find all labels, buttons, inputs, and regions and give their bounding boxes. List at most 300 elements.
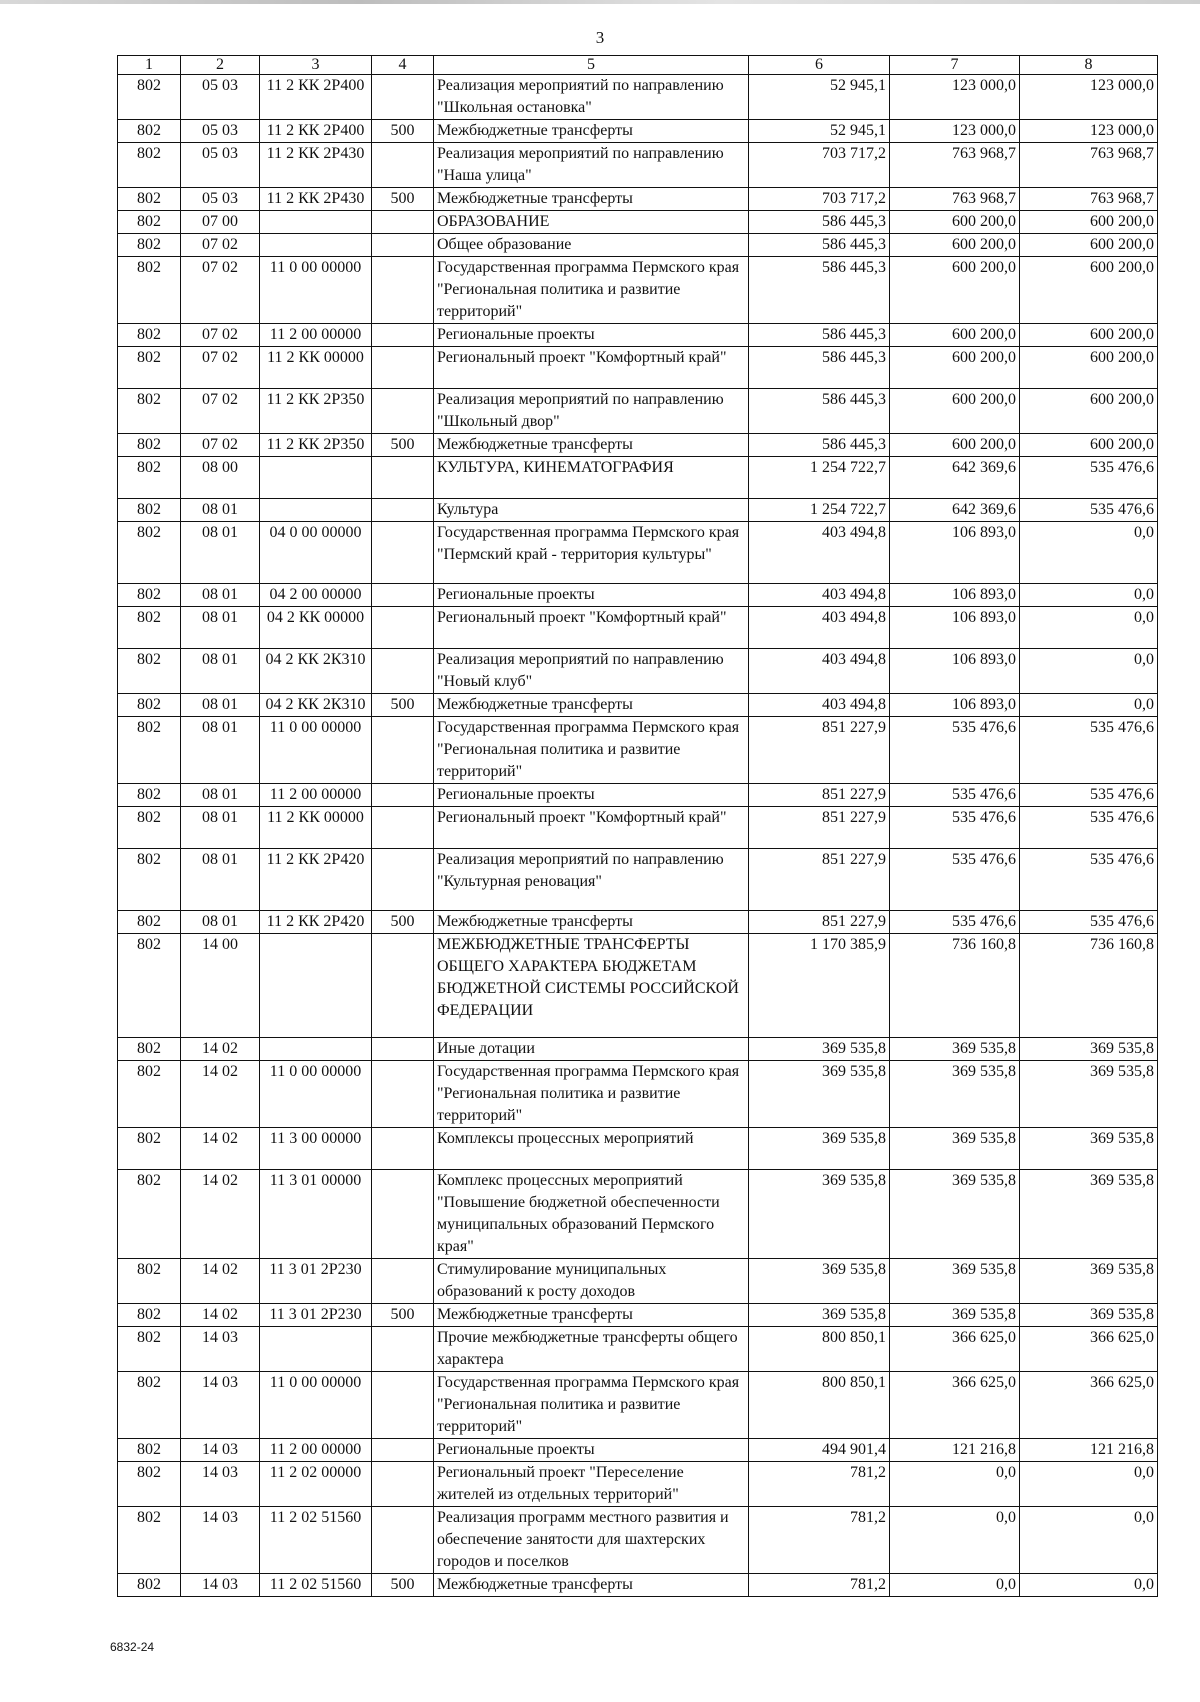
cell-expense-type	[372, 211, 434, 234]
cell-description: Государственная программа Пермского края "Пермский край - территория культуры"	[434, 522, 749, 584]
cell-amount-2024: 586 445,3	[749, 347, 890, 389]
cell-expense-type	[372, 1038, 434, 1061]
cell-amount-2026: 535 476,6	[1020, 457, 1158, 499]
footer-document-code: 6832-24	[110, 1640, 155, 1654]
cell-target-article: 04 2 КК 2К310	[260, 649, 372, 694]
cell-target-article: 04 2 КК 00000	[260, 607, 372, 649]
cell-target-article: 11 3 01 2Р230	[260, 1259, 372, 1304]
cell-department-code: 802	[118, 717, 181, 784]
cell-description: Стимулирование муниципальных образований к росту доходов	[434, 1259, 749, 1304]
table-row	[118, 717, 1158, 784]
cell-amount-2026: 763 968,7	[1020, 188, 1158, 211]
table-row	[118, 1574, 1158, 1597]
cell-description: Межбюджетные трансферты	[434, 188, 749, 211]
cell-amount-2025: 0,0	[890, 1507, 1020, 1574]
cell-amount-2025: 0,0	[890, 1462, 1020, 1507]
cell-amount-2024: 851 227,9	[749, 849, 890, 911]
cell-amount-2026: 369 535,8	[1020, 1038, 1158, 1061]
cell-amount-2025: 369 535,8	[890, 1128, 1020, 1170]
cell-expense-type	[372, 1372, 434, 1439]
cell-amount-2024: 586 445,3	[749, 211, 890, 234]
table-row	[118, 120, 1158, 143]
cell-expense-type: 500	[372, 694, 434, 717]
cell-target-article: 11 2 КК 2Р420	[260, 849, 372, 911]
cell-description: Межбюджетные трансферты	[434, 434, 749, 457]
cell-section-code: 07 02	[181, 257, 260, 324]
cell-section-code: 14 03	[181, 1439, 260, 1462]
cell-amount-2026: 535 476,6	[1020, 499, 1158, 522]
cell-amount-2026: 535 476,6	[1020, 807, 1158, 849]
cell-expense-type	[372, 143, 434, 188]
cell-amount-2025: 369 535,8	[890, 1304, 1020, 1327]
cell-description: Региональный проект "Комфортный край"	[434, 607, 749, 649]
cell-department-code: 802	[118, 457, 181, 499]
cell-department-code: 802	[118, 434, 181, 457]
cell-amount-2024: 851 227,9	[749, 717, 890, 784]
cell-expense-type	[372, 717, 434, 784]
cell-amount-2025: 369 535,8	[890, 1259, 1020, 1304]
table-row	[118, 434, 1158, 457]
cell-expense-type	[372, 234, 434, 257]
table-row	[118, 75, 1158, 120]
cell-amount-2026: 0,0	[1020, 649, 1158, 694]
cell-department-code: 802	[118, 143, 181, 188]
cell-section-code: 08 01	[181, 499, 260, 522]
table-row	[118, 807, 1158, 849]
cell-amount-2025: 123 000,0	[890, 75, 1020, 120]
table-row	[118, 1061, 1158, 1128]
cell-department-code: 802	[118, 1128, 181, 1170]
cell-amount-2025: 763 968,7	[890, 188, 1020, 211]
cell-department-code: 802	[118, 522, 181, 584]
table-row	[118, 1372, 1158, 1439]
column-header: 2	[181, 56, 260, 75]
table-row	[118, 1038, 1158, 1061]
table-row	[118, 1439, 1158, 1462]
cell-expense-type	[372, 457, 434, 499]
cell-amount-2024: 403 494,8	[749, 694, 890, 717]
table-row	[118, 234, 1158, 257]
cell-department-code: 802	[118, 649, 181, 694]
cell-expense-type	[372, 347, 434, 389]
cell-department-code: 802	[118, 324, 181, 347]
cell-amount-2025: 369 535,8	[890, 1038, 1020, 1061]
table-row	[118, 457, 1158, 499]
cell-section-code: 14 03	[181, 1574, 260, 1597]
cell-amount-2026: 600 200,0	[1020, 211, 1158, 234]
cell-amount-2025: 736 160,8	[890, 934, 1020, 1038]
cell-target-article: 11 0 00 00000	[260, 1061, 372, 1128]
cell-expense-type: 500	[372, 911, 434, 934]
cell-department-code: 802	[118, 584, 181, 607]
cell-expense-type: 500	[372, 120, 434, 143]
cell-section-code: 07 02	[181, 347, 260, 389]
cell-description: Межбюджетные трансферты	[434, 1574, 749, 1597]
table-row	[118, 1259, 1158, 1304]
cell-section-code: 08 01	[181, 584, 260, 607]
cell-expense-type	[372, 934, 434, 1038]
cell-description: Межбюджетные трансферты	[434, 1304, 749, 1327]
table-row	[118, 1170, 1158, 1259]
cell-expense-type: 500	[372, 434, 434, 457]
cell-amount-2025: 0,0	[890, 1574, 1020, 1597]
cell-expense-type	[372, 1327, 434, 1372]
cell-description: Реализация мероприятий по направлению "Школьная остановка"	[434, 75, 749, 120]
cell-amount-2026: 369 535,8	[1020, 1259, 1158, 1304]
cell-amount-2026: 535 476,6	[1020, 784, 1158, 807]
cell-amount-2025: 600 200,0	[890, 324, 1020, 347]
cell-amount-2024: 369 535,8	[749, 1304, 890, 1327]
cell-expense-type	[372, 584, 434, 607]
cell-amount-2026: 369 535,8	[1020, 1128, 1158, 1170]
cell-section-code: 14 03	[181, 1372, 260, 1439]
cell-amount-2024: 800 850,1	[749, 1327, 890, 1372]
cell-description: Общее образование	[434, 234, 749, 257]
table-row	[118, 1304, 1158, 1327]
cell-amount-2024: 586 445,3	[749, 234, 890, 257]
cell-amount-2026: 0,0	[1020, 607, 1158, 649]
cell-amount-2026: 736 160,8	[1020, 934, 1158, 1038]
cell-amount-2025: 535 476,6	[890, 849, 1020, 911]
cell-expense-type	[372, 849, 434, 911]
cell-description: Реализация мероприятий по направлению "Наша улица"	[434, 143, 749, 188]
cell-amount-2026: 0,0	[1020, 584, 1158, 607]
cell-amount-2026: 121 216,8	[1020, 1439, 1158, 1462]
cell-amount-2025: 106 893,0	[890, 649, 1020, 694]
cell-target-article: 11 2 00 00000	[260, 324, 372, 347]
cell-amount-2025: 106 893,0	[890, 584, 1020, 607]
cell-amount-2024: 403 494,8	[749, 584, 890, 607]
table-row	[118, 389, 1158, 434]
cell-expense-type	[372, 389, 434, 434]
table-row	[118, 1327, 1158, 1372]
cell-section-code: 05 03	[181, 143, 260, 188]
cell-amount-2026: 600 200,0	[1020, 389, 1158, 434]
cell-section-code: 07 00	[181, 211, 260, 234]
cell-section-code: 14 02	[181, 1128, 260, 1170]
cell-target-article: 11 2 02 51560	[260, 1507, 372, 1574]
cell-expense-type	[372, 1170, 434, 1259]
cell-amount-2025: 535 476,6	[890, 807, 1020, 849]
cell-target-article: 11 2 02 00000	[260, 1462, 372, 1507]
cell-target-article	[260, 234, 372, 257]
cell-amount-2025: 600 200,0	[890, 211, 1020, 234]
cell-amount-2024: 403 494,8	[749, 649, 890, 694]
cell-amount-2024: 403 494,8	[749, 522, 890, 584]
cell-amount-2026: 0,0	[1020, 1574, 1158, 1597]
cell-target-article	[260, 1038, 372, 1061]
column-header: 8	[1020, 56, 1158, 75]
cell-target-article: 11 3 01 2Р230	[260, 1304, 372, 1327]
cell-description: Реализация мероприятий по направлению "Новый клуб"	[434, 649, 749, 694]
cell-amount-2024: 781,2	[749, 1462, 890, 1507]
table-row	[118, 143, 1158, 188]
cell-amount-2024: 800 850,1	[749, 1372, 890, 1439]
cell-section-code: 14 02	[181, 1038, 260, 1061]
cell-expense-type	[372, 1462, 434, 1507]
cell-amount-2026: 535 476,6	[1020, 717, 1158, 784]
cell-target-article: 11 0 00 00000	[260, 717, 372, 784]
cell-section-code: 07 02	[181, 434, 260, 457]
cell-expense-type	[372, 522, 434, 584]
cell-department-code: 802	[118, 234, 181, 257]
cell-amount-2024: 851 227,9	[749, 807, 890, 849]
cell-description: Культура	[434, 499, 749, 522]
cell-amount-2026: 366 625,0	[1020, 1372, 1158, 1439]
cell-amount-2024: 851 227,9	[749, 911, 890, 934]
cell-amount-2026: 369 535,8	[1020, 1061, 1158, 1128]
table-row	[118, 324, 1158, 347]
cell-section-code: 05 03	[181, 120, 260, 143]
cell-target-article: 11 2 КК 2Р400	[260, 75, 372, 120]
scan-edge	[0, 0, 1200, 4]
cell-department-code: 802	[118, 1259, 181, 1304]
cell-amount-2025: 642 369,6	[890, 499, 1020, 522]
cell-amount-2024: 369 535,8	[749, 1038, 890, 1061]
cell-amount-2025: 600 200,0	[890, 257, 1020, 324]
cell-target-article: 11 2 КК 2Р400	[260, 120, 372, 143]
cell-amount-2024: 586 445,3	[749, 389, 890, 434]
cell-section-code: 08 01	[181, 784, 260, 807]
cell-department-code: 802	[118, 1038, 181, 1061]
cell-description: Государственная программа Пермского края "Региональная политика и развитие территорий"	[434, 257, 749, 324]
cell-target-article: 11 2 00 00000	[260, 1439, 372, 1462]
cell-amount-2026: 0,0	[1020, 1462, 1158, 1507]
cell-section-code: 07 02	[181, 389, 260, 434]
cell-target-article: 11 2 КК 00000	[260, 807, 372, 849]
cell-section-code: 08 01	[181, 807, 260, 849]
cell-target-article	[260, 1327, 372, 1372]
cell-amount-2025: 642 369,6	[890, 457, 1020, 499]
cell-amount-2025: 123 000,0	[890, 120, 1020, 143]
cell-department-code: 802	[118, 1327, 181, 1372]
table-row	[118, 1507, 1158, 1574]
cell-department-code: 802	[118, 389, 181, 434]
table-header-row	[118, 56, 1158, 75]
cell-amount-2024: 586 445,3	[749, 434, 890, 457]
cell-amount-2024: 369 535,8	[749, 1128, 890, 1170]
cell-target-article: 11 2 КК 2Р430	[260, 188, 372, 211]
cell-target-article: 11 3 01 00000	[260, 1170, 372, 1259]
table-row	[118, 1462, 1158, 1507]
cell-amount-2025: 600 200,0	[890, 347, 1020, 389]
cell-amount-2024: 703 717,2	[749, 143, 890, 188]
cell-amount-2026: 369 535,8	[1020, 1304, 1158, 1327]
cell-amount-2024: 369 535,8	[749, 1061, 890, 1128]
cell-target-article	[260, 211, 372, 234]
cell-expense-type	[372, 1061, 434, 1128]
cell-target-article: 11 2 КК 2Р420	[260, 911, 372, 934]
cell-expense-type	[372, 1128, 434, 1170]
cell-amount-2025: 369 535,8	[890, 1061, 1020, 1128]
cell-description: Региональные проекты	[434, 324, 749, 347]
cell-amount-2024: 369 535,8	[749, 1170, 890, 1259]
cell-amount-2024: 1 254 722,7	[749, 499, 890, 522]
table-row	[118, 934, 1158, 1038]
cell-amount-2024: 781,2	[749, 1574, 890, 1597]
cell-section-code: 14 00	[181, 934, 260, 1038]
column-header: 7	[890, 56, 1020, 75]
cell-description: Региональный проект "Комфортный край"	[434, 807, 749, 849]
cell-description: Государственная программа Пермского края "Региональная политика и развитие территорий"	[434, 1372, 749, 1439]
cell-amount-2026: 0,0	[1020, 522, 1158, 584]
cell-description: Государственная программа Пермского края "Региональная политика и развитие территорий"	[434, 1061, 749, 1128]
table-row	[118, 188, 1158, 211]
cell-amount-2025: 369 535,8	[890, 1170, 1020, 1259]
table-row	[118, 584, 1158, 607]
cell-expense-type	[372, 649, 434, 694]
cell-target-article: 11 2 КК 00000	[260, 347, 372, 389]
cell-amount-2026: 535 476,6	[1020, 911, 1158, 934]
cell-description: Межбюджетные трансферты	[434, 120, 749, 143]
cell-description: ОБРАЗОВАНИЕ	[434, 211, 749, 234]
cell-amount-2026: 600 200,0	[1020, 434, 1158, 457]
cell-amount-2025: 600 200,0	[890, 434, 1020, 457]
cell-department-code: 802	[118, 1304, 181, 1327]
cell-target-article: 04 0 00 00000	[260, 522, 372, 584]
cell-target-article	[260, 499, 372, 522]
cell-section-code: 14 03	[181, 1327, 260, 1372]
cell-amount-2025: 535 476,6	[890, 911, 1020, 934]
cell-target-article: 11 2 КК 2Р350	[260, 434, 372, 457]
cell-department-code: 802	[118, 188, 181, 211]
cell-amount-2026: 369 535,8	[1020, 1170, 1158, 1259]
cell-section-code: 07 02	[181, 234, 260, 257]
cell-target-article: 11 2 КК 2Р350	[260, 389, 372, 434]
cell-description: Комплекс процессных мероприятий "Повышение бюджетной обеспеченности муниципальных образований Пермского края"	[434, 1170, 749, 1259]
cell-description: Региональные проекты	[434, 1439, 749, 1462]
cell-department-code: 802	[118, 120, 181, 143]
cell-department-code: 802	[118, 807, 181, 849]
cell-section-code: 14 03	[181, 1507, 260, 1574]
table-row	[118, 499, 1158, 522]
cell-description: Прочие межбюджетные трансферты общего характера	[434, 1327, 749, 1372]
table-row	[118, 347, 1158, 389]
cell-amount-2024: 52 945,1	[749, 120, 890, 143]
page-number: 3	[595, 28, 605, 47]
cell-department-code: 802	[118, 1170, 181, 1259]
cell-description: Региональный проект "Комфортный край"	[434, 347, 749, 389]
cell-section-code: 08 00	[181, 457, 260, 499]
cell-description: Межбюджетные трансферты	[434, 694, 749, 717]
cell-target-article: 11 2 КК 2Р430	[260, 143, 372, 188]
cell-department-code: 802	[118, 211, 181, 234]
cell-amount-2026: 0,0	[1020, 1507, 1158, 1574]
cell-amount-2024: 1 170 385,9	[749, 934, 890, 1038]
cell-target-article: 11 2 00 00000	[260, 784, 372, 807]
cell-description: Региональные проекты	[434, 784, 749, 807]
cell-department-code: 802	[118, 607, 181, 649]
cell-target-article	[260, 457, 372, 499]
table-row	[118, 257, 1158, 324]
cell-amount-2024: 494 901,4	[749, 1439, 890, 1462]
cell-description: Региональные проекты	[434, 584, 749, 607]
cell-amount-2025: 106 893,0	[890, 607, 1020, 649]
cell-description: Комплексы процессных мероприятий	[434, 1128, 749, 1170]
cell-section-code: 05 03	[181, 75, 260, 120]
cell-section-code: 08 01	[181, 849, 260, 911]
cell-department-code: 802	[118, 694, 181, 717]
column-header: 1	[118, 56, 181, 75]
table-body	[118, 75, 1158, 1597]
cell-expense-type	[372, 257, 434, 324]
cell-section-code: 07 02	[181, 324, 260, 347]
cell-department-code: 802	[118, 911, 181, 934]
table-row	[118, 911, 1158, 934]
cell-department-code: 802	[118, 1439, 181, 1462]
cell-description: КУЛЬТУРА, КИНЕМАТОГРАФИЯ	[434, 457, 749, 499]
column-header: 5	[434, 56, 749, 75]
cell-section-code: 08 01	[181, 522, 260, 584]
cell-section-code: 14 02	[181, 1304, 260, 1327]
cell-section-code: 14 02	[181, 1061, 260, 1128]
cell-expense-type: 500	[372, 188, 434, 211]
cell-department-code: 802	[118, 499, 181, 522]
cell-expense-type	[372, 607, 434, 649]
cell-target-article: 11 2 02 51560	[260, 1574, 372, 1597]
cell-amount-2024: 781,2	[749, 1507, 890, 1574]
cell-amount-2026: 600 200,0	[1020, 347, 1158, 389]
cell-amount-2026: 763 968,7	[1020, 143, 1158, 188]
cell-expense-type	[372, 1507, 434, 1574]
cell-expense-type	[372, 807, 434, 849]
cell-department-code: 802	[118, 257, 181, 324]
cell-amount-2025: 366 625,0	[890, 1372, 1020, 1439]
cell-amount-2026: 600 200,0	[1020, 234, 1158, 257]
table-row	[118, 522, 1158, 584]
cell-department-code: 802	[118, 934, 181, 1038]
cell-department-code: 802	[118, 784, 181, 807]
cell-amount-2025: 535 476,6	[890, 717, 1020, 784]
cell-amount-2026: 123 000,0	[1020, 120, 1158, 143]
cell-expense-type	[372, 1259, 434, 1304]
cell-amount-2025: 763 968,7	[890, 143, 1020, 188]
cell-amount-2025: 106 893,0	[890, 694, 1020, 717]
cell-amount-2025: 600 200,0	[890, 389, 1020, 434]
cell-amount-2025: 535 476,6	[890, 784, 1020, 807]
cell-department-code: 802	[118, 1462, 181, 1507]
cell-amount-2025: 366 625,0	[890, 1327, 1020, 1372]
table-row	[118, 694, 1158, 717]
cell-expense-type: 500	[372, 1304, 434, 1327]
cell-expense-type	[372, 324, 434, 347]
cell-section-code: 08 01	[181, 694, 260, 717]
cell-section-code: 08 01	[181, 717, 260, 784]
cell-amount-2025: 121 216,8	[890, 1439, 1020, 1462]
cell-expense-type	[372, 784, 434, 807]
cell-target-article: 04 2 КК 2К310	[260, 694, 372, 717]
cell-department-code: 802	[118, 1061, 181, 1128]
cell-description: Межбюджетные трансферты	[434, 911, 749, 934]
cell-amount-2026: 600 200,0	[1020, 257, 1158, 324]
cell-description: Реализация мероприятий по направлению "Школьный двор"	[434, 389, 749, 434]
table-row	[118, 211, 1158, 234]
cell-amount-2024: 52 945,1	[749, 75, 890, 120]
cell-amount-2024: 369 535,8	[749, 1259, 890, 1304]
cell-amount-2026: 0,0	[1020, 694, 1158, 717]
cell-department-code: 802	[118, 1574, 181, 1597]
cell-target-article: 11 3 00 00000	[260, 1128, 372, 1170]
cell-target-article: 04 2 00 00000	[260, 584, 372, 607]
cell-department-code: 802	[118, 1507, 181, 1574]
cell-amount-2025: 600 200,0	[890, 234, 1020, 257]
cell-amount-2024: 586 445,3	[749, 257, 890, 324]
cell-description: Региональный проект "Переселение жителей из отдельных территорий"	[434, 1462, 749, 1507]
cell-target-article	[260, 934, 372, 1038]
cell-amount-2024: 1 254 722,7	[749, 457, 890, 499]
table-row	[118, 649, 1158, 694]
cell-department-code: 802	[118, 1372, 181, 1439]
